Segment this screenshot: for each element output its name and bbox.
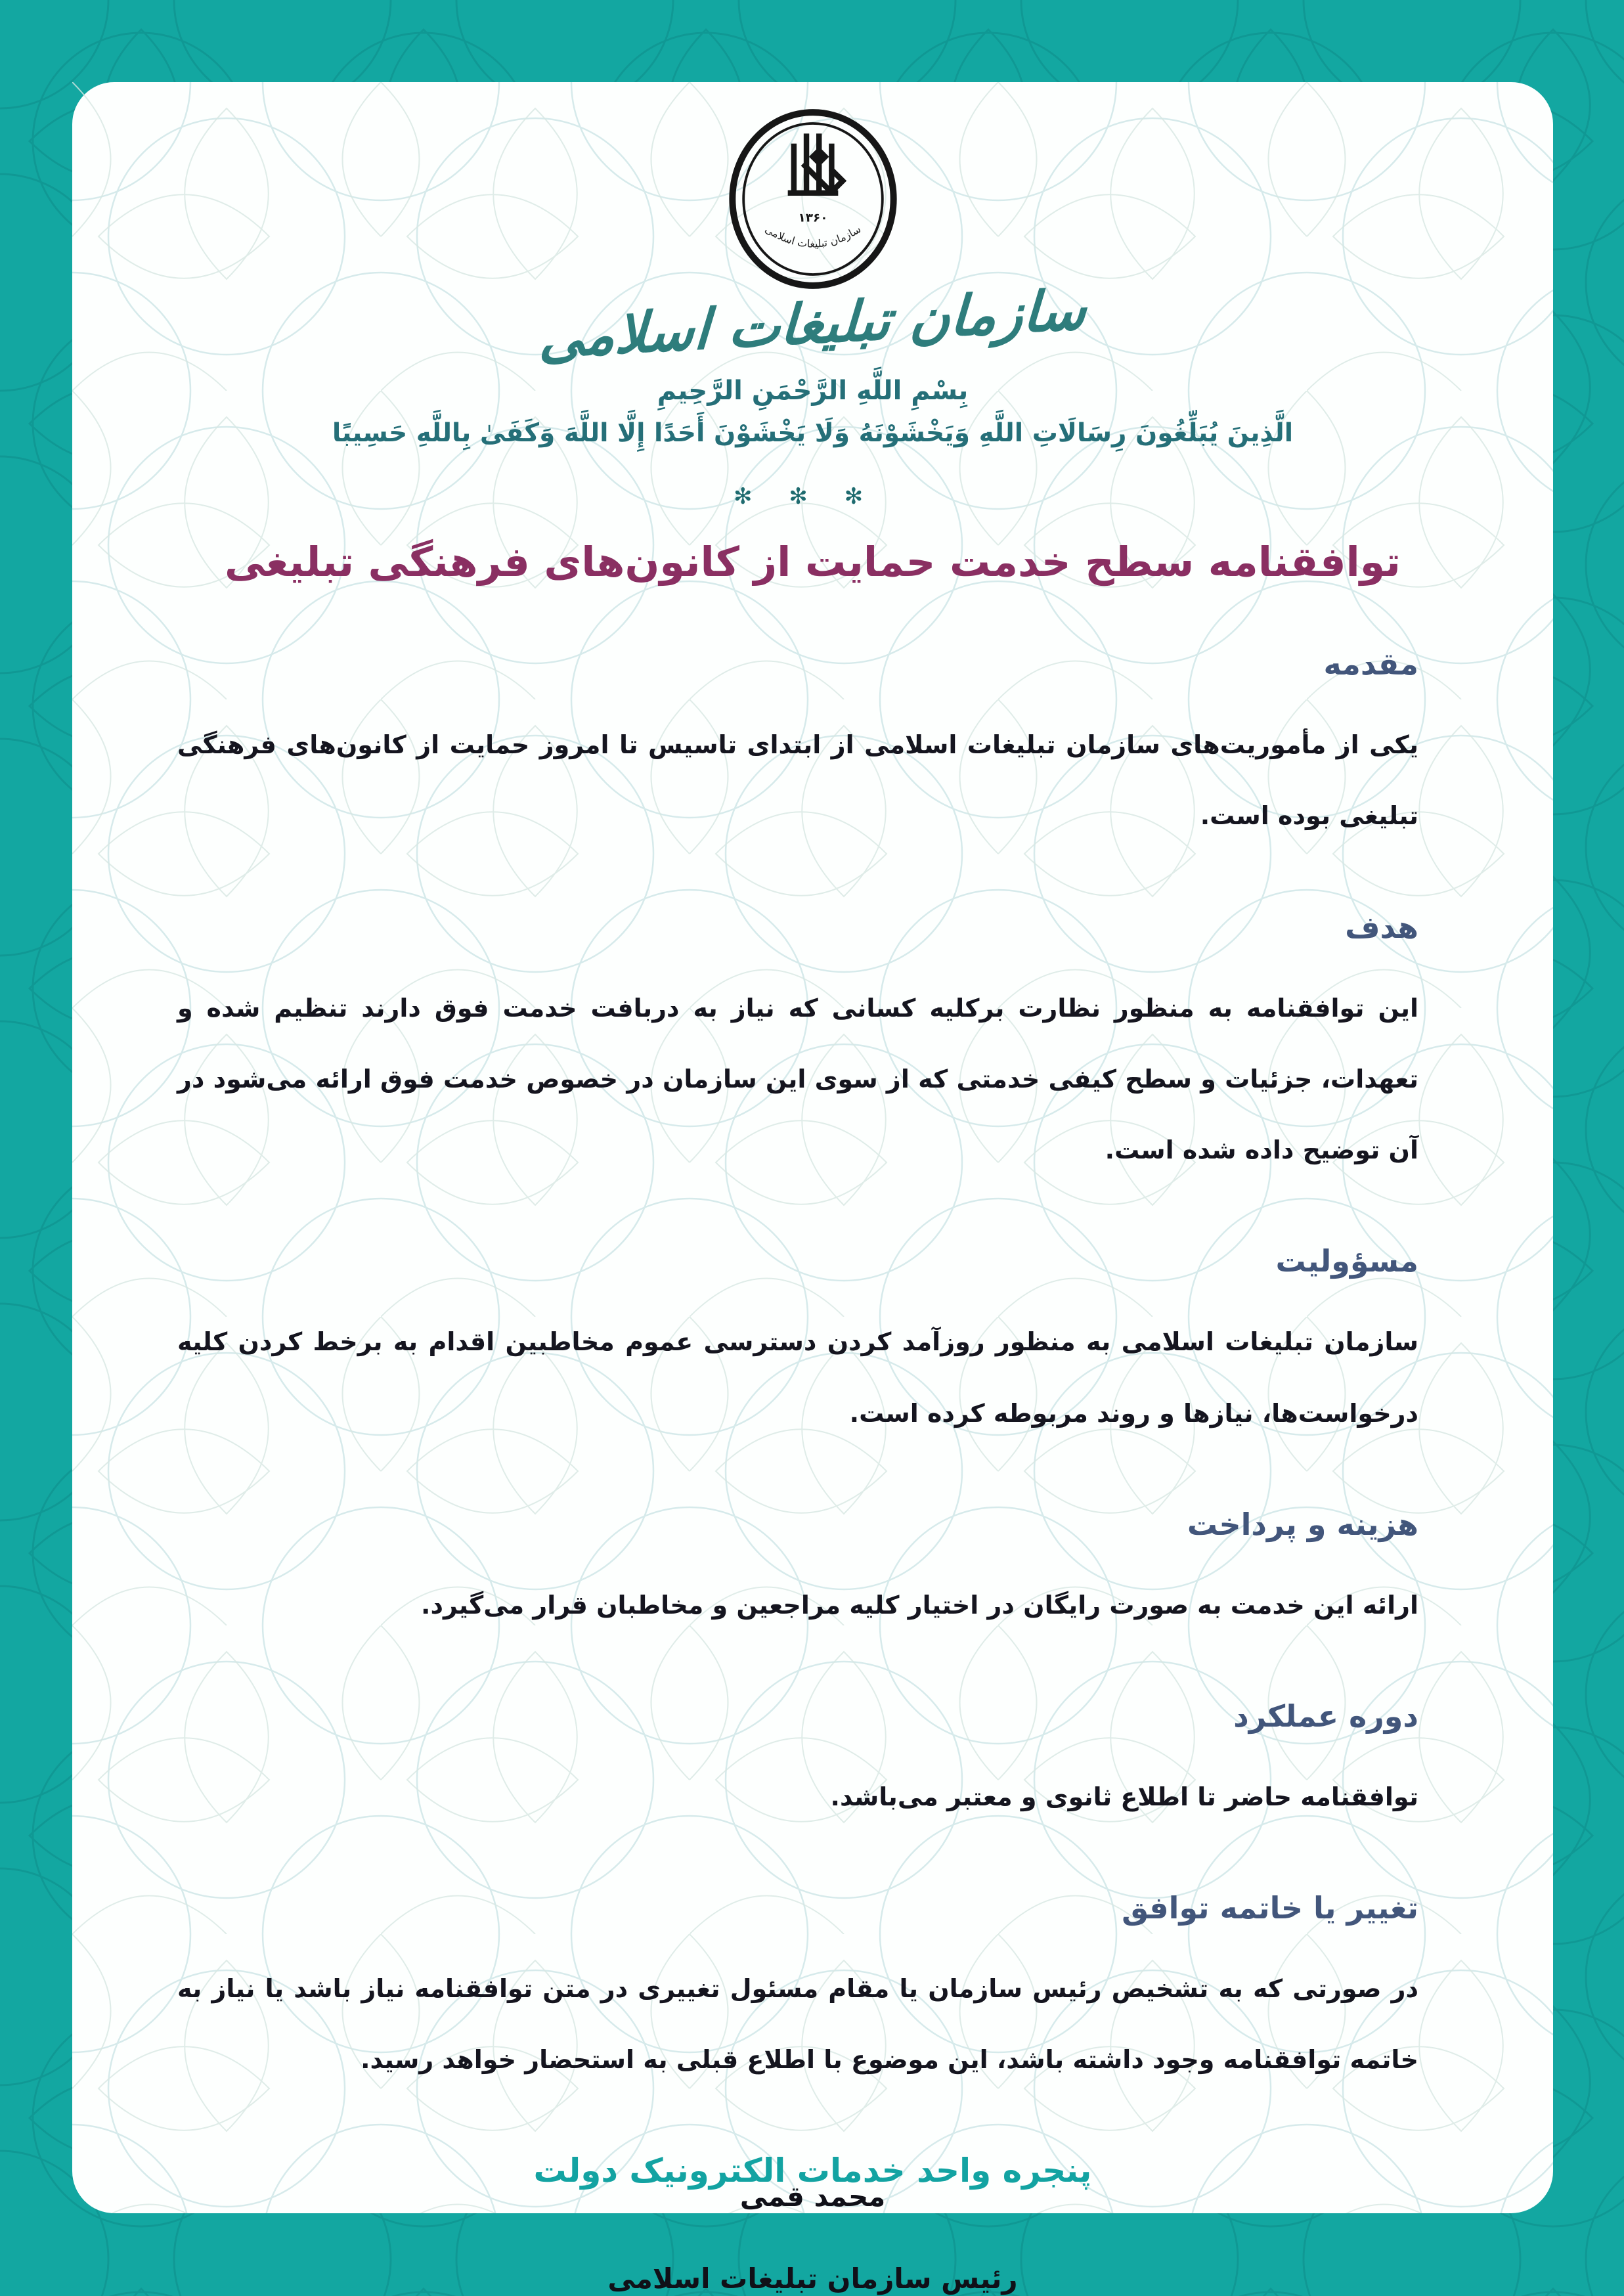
emblem-year: ۱۳۶۰ xyxy=(798,211,827,225)
org-emblem-icon xyxy=(727,108,899,290)
emblem-diamond xyxy=(808,146,829,167)
section-paragraph: در صورتی که به تشخیص رئیس سازمان یا مقام مسئول تغییری در متن توافقنامه نیاز باشد یا نیاز به خاتمه توافقنامه وجود داشته باشد، این موضوع با اطلاع قبلی به استحضار خواهد رسید. xyxy=(177,1974,1418,2075)
section-paragraph: این توافقنامه به منظور نظارت برکلیه کسانی که نیاز به دربافت خدمت فوق دارند تنظیم شده و تعهدات، جزئیات و سطح کیفی خدمتی که از سوی این سازمان در خصوص خدمت فوق ارائه می‌شود در آن توضیح داده شده است. xyxy=(177,993,1418,1165)
ornament-divider-icon: ✻ ✻ ✻ xyxy=(733,483,878,510)
footer-label: پنجره واحد خدمات الکترونیک دولت xyxy=(533,2152,1092,2190)
document-content xyxy=(72,82,1553,2295)
section-paragraph: توافقنامه حاضر تا اطلاع ثانوی و معتبر می‌باشد. xyxy=(830,1782,1418,1811)
signatory-name: محمد قمی xyxy=(739,2180,886,2213)
document-card xyxy=(72,82,1553,2295)
section-cost-payment xyxy=(177,1505,1418,1641)
section-heading: دوره عملکرد xyxy=(1233,1698,1418,1734)
section-paragraph: سازمان تبلیغات اسلامی به منظور روزآمد کردن دسترسی عموم مخاطبین اقدام به برخط کردن کلیه درخواست‌ها، نیازها و روند مربوطه کرده است. xyxy=(177,1327,1418,1428)
section-heading: مسؤولیت xyxy=(1275,1243,1418,1279)
org-calligraphy-signature: سازمان تبلیغات اسلامی xyxy=(537,276,1088,371)
section-heading: تغییر یا خاتمه توافق xyxy=(1122,1890,1418,1926)
section-introduction xyxy=(177,645,1418,851)
section-change-termination xyxy=(177,1889,1418,2095)
section-heading: هزینه و پرداخت xyxy=(1187,1506,1418,1542)
emblem-org-name: سازمان تبلیغات اسلامی xyxy=(762,223,863,250)
quran-verse-line: الَّذِينَ يُبَلِّغُونَ رِسَالَاتِ اللَّهِ وَيَخْشَوْنَهُ وَلَا يَخْشَوْنَ أَحَدًا إِلَّا اللَّهَ وَكَفَىٰ بِاللَّهِ حَسِيبًا xyxy=(332,418,1294,449)
emblem-allah-calligraphy xyxy=(787,133,843,192)
signatory-role: رئیس سازمان تبلیغات اسلامی xyxy=(607,2262,1018,2295)
section-heading: مقدمه xyxy=(1323,646,1418,682)
section-responsibility xyxy=(177,1242,1418,1448)
section-paragraph: یکی از مأموریت‌های سازمان تبلیغات اسلامی از ابتدای تاسیس تا امروز حمایت از کانون‌های فرهنگی تبلیغی بوده است. xyxy=(177,730,1418,831)
section-heading: هدف xyxy=(1345,909,1418,945)
signature-block xyxy=(607,2180,1017,2295)
org-logo xyxy=(537,108,1088,371)
section-paragraph: ارائه این خدمت به صورت رایگان در اختیار کلیه مراجعین و مخاطبان قرار می‌گیرد. xyxy=(421,1590,1418,1620)
bismillah-line: بِسْمِ اللَّهِ الرَّحْمَنِ الرَّحِيمِ xyxy=(657,376,969,407)
sections-container xyxy=(72,588,1553,2095)
section-performance-period xyxy=(177,1697,1418,1832)
section-objective xyxy=(177,908,1418,1186)
document-title: توافقنامه سطح خدمت حمایت از کانون‌های فرهنگی تبلیغی xyxy=(225,537,1401,586)
